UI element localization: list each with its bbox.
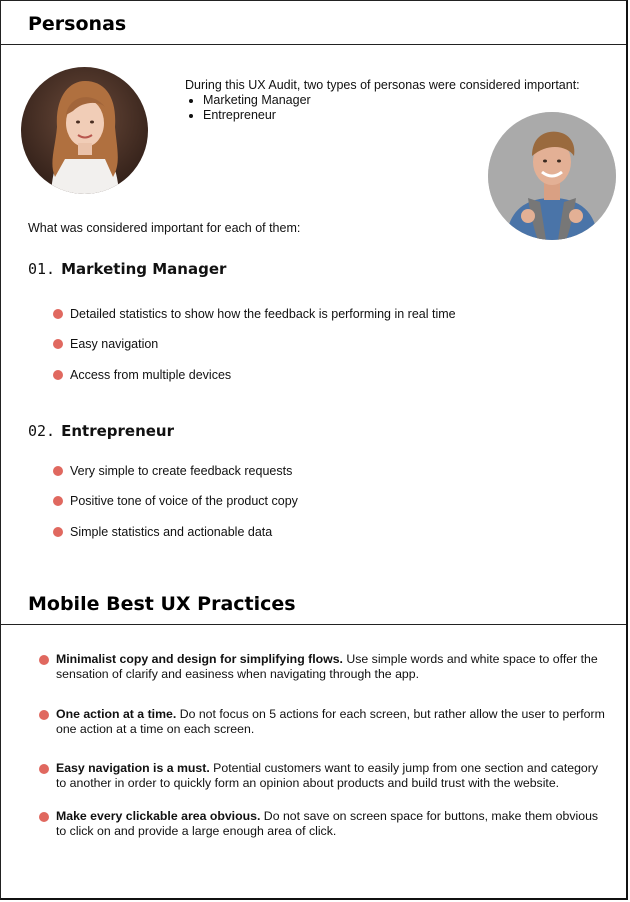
practice-item xyxy=(39,707,611,737)
personas-divider xyxy=(1,44,628,45)
bullet-dot-icon xyxy=(53,370,63,380)
practice-title: Easy navigation is a must. xyxy=(56,761,210,775)
list-item-text: Detailed statistics to show how the feedback is performing in real time xyxy=(70,307,456,321)
practice-text: Do not focus on 5 actions for each screen, but rather allow the user to perform one action at a time on each screen. xyxy=(56,707,605,736)
practice-title: Minimalist copy and design for simplifying flows. xyxy=(56,652,343,666)
persona-name: Entrepreneur xyxy=(61,422,174,440)
practices-title: Mobile Best UX Practices xyxy=(28,593,296,615)
persona-name: Marketing Manager xyxy=(61,260,227,278)
persona-type-item: • Entrepreneur xyxy=(203,108,580,123)
practice-title: One action at a time. xyxy=(56,707,177,721)
bullet-dot-icon xyxy=(53,496,63,506)
list-item xyxy=(53,368,231,382)
list-item xyxy=(53,464,292,478)
persona-photo-man xyxy=(488,112,616,240)
list-item xyxy=(53,494,298,508)
personas-title: Personas xyxy=(28,13,127,35)
bullet-dot-icon xyxy=(39,655,49,665)
list-item xyxy=(53,525,272,539)
persona-photo-woman xyxy=(21,67,148,194)
list-item-text: Positive tone of voice of the product copy xyxy=(70,494,298,508)
practice-text: Potential customers want to easily jump from one section and category to another in order to quickly form an opinion about products and build trust with the website. xyxy=(56,761,598,790)
persona-type-item: • Marketing Manager xyxy=(203,93,580,108)
practice-item xyxy=(39,652,611,682)
bullet-dot-icon xyxy=(39,710,49,720)
practice-text: Do not save on screen space for buttons, make them obvious to click on and provide a large enough area of click. xyxy=(56,809,599,838)
bullet-dot-icon xyxy=(39,764,49,774)
practice-title: Make every clickable area obvious. xyxy=(56,809,261,823)
list-item-text: Easy navigation xyxy=(70,337,159,351)
practice-item xyxy=(39,809,611,839)
persona-type-list xyxy=(185,93,580,123)
bullet-dot-icon xyxy=(53,466,63,476)
bullet-dot-icon xyxy=(39,812,49,822)
list-item-text: Access from multiple devices xyxy=(70,368,232,382)
list-item xyxy=(53,337,158,351)
persona-heading-entrepreneur xyxy=(28,422,174,440)
practice-text: Use simple words and white space to offer the sensation of clarify and easiness when navigating through the app. xyxy=(56,652,598,681)
list-item-text: Simple statistics and actionable data xyxy=(70,525,273,539)
bullet-dot-icon xyxy=(53,309,63,319)
list-item xyxy=(53,307,456,321)
personas-note: What was considered important for each of them: xyxy=(28,221,301,235)
bullet-dot-icon xyxy=(53,527,63,537)
persona-heading-marketing-manager xyxy=(28,260,226,278)
intro-text: During this UX Audit, two types of personas were considered important: xyxy=(185,78,580,92)
personas-intro xyxy=(185,78,580,123)
practice-item xyxy=(39,761,611,791)
practices-divider xyxy=(1,624,628,625)
persona-number: 01. xyxy=(28,260,56,278)
bullet-dot-icon xyxy=(53,339,63,349)
persona-number: 02. xyxy=(28,422,56,440)
list-item-text: Very simple to create feedback requests xyxy=(70,464,293,478)
